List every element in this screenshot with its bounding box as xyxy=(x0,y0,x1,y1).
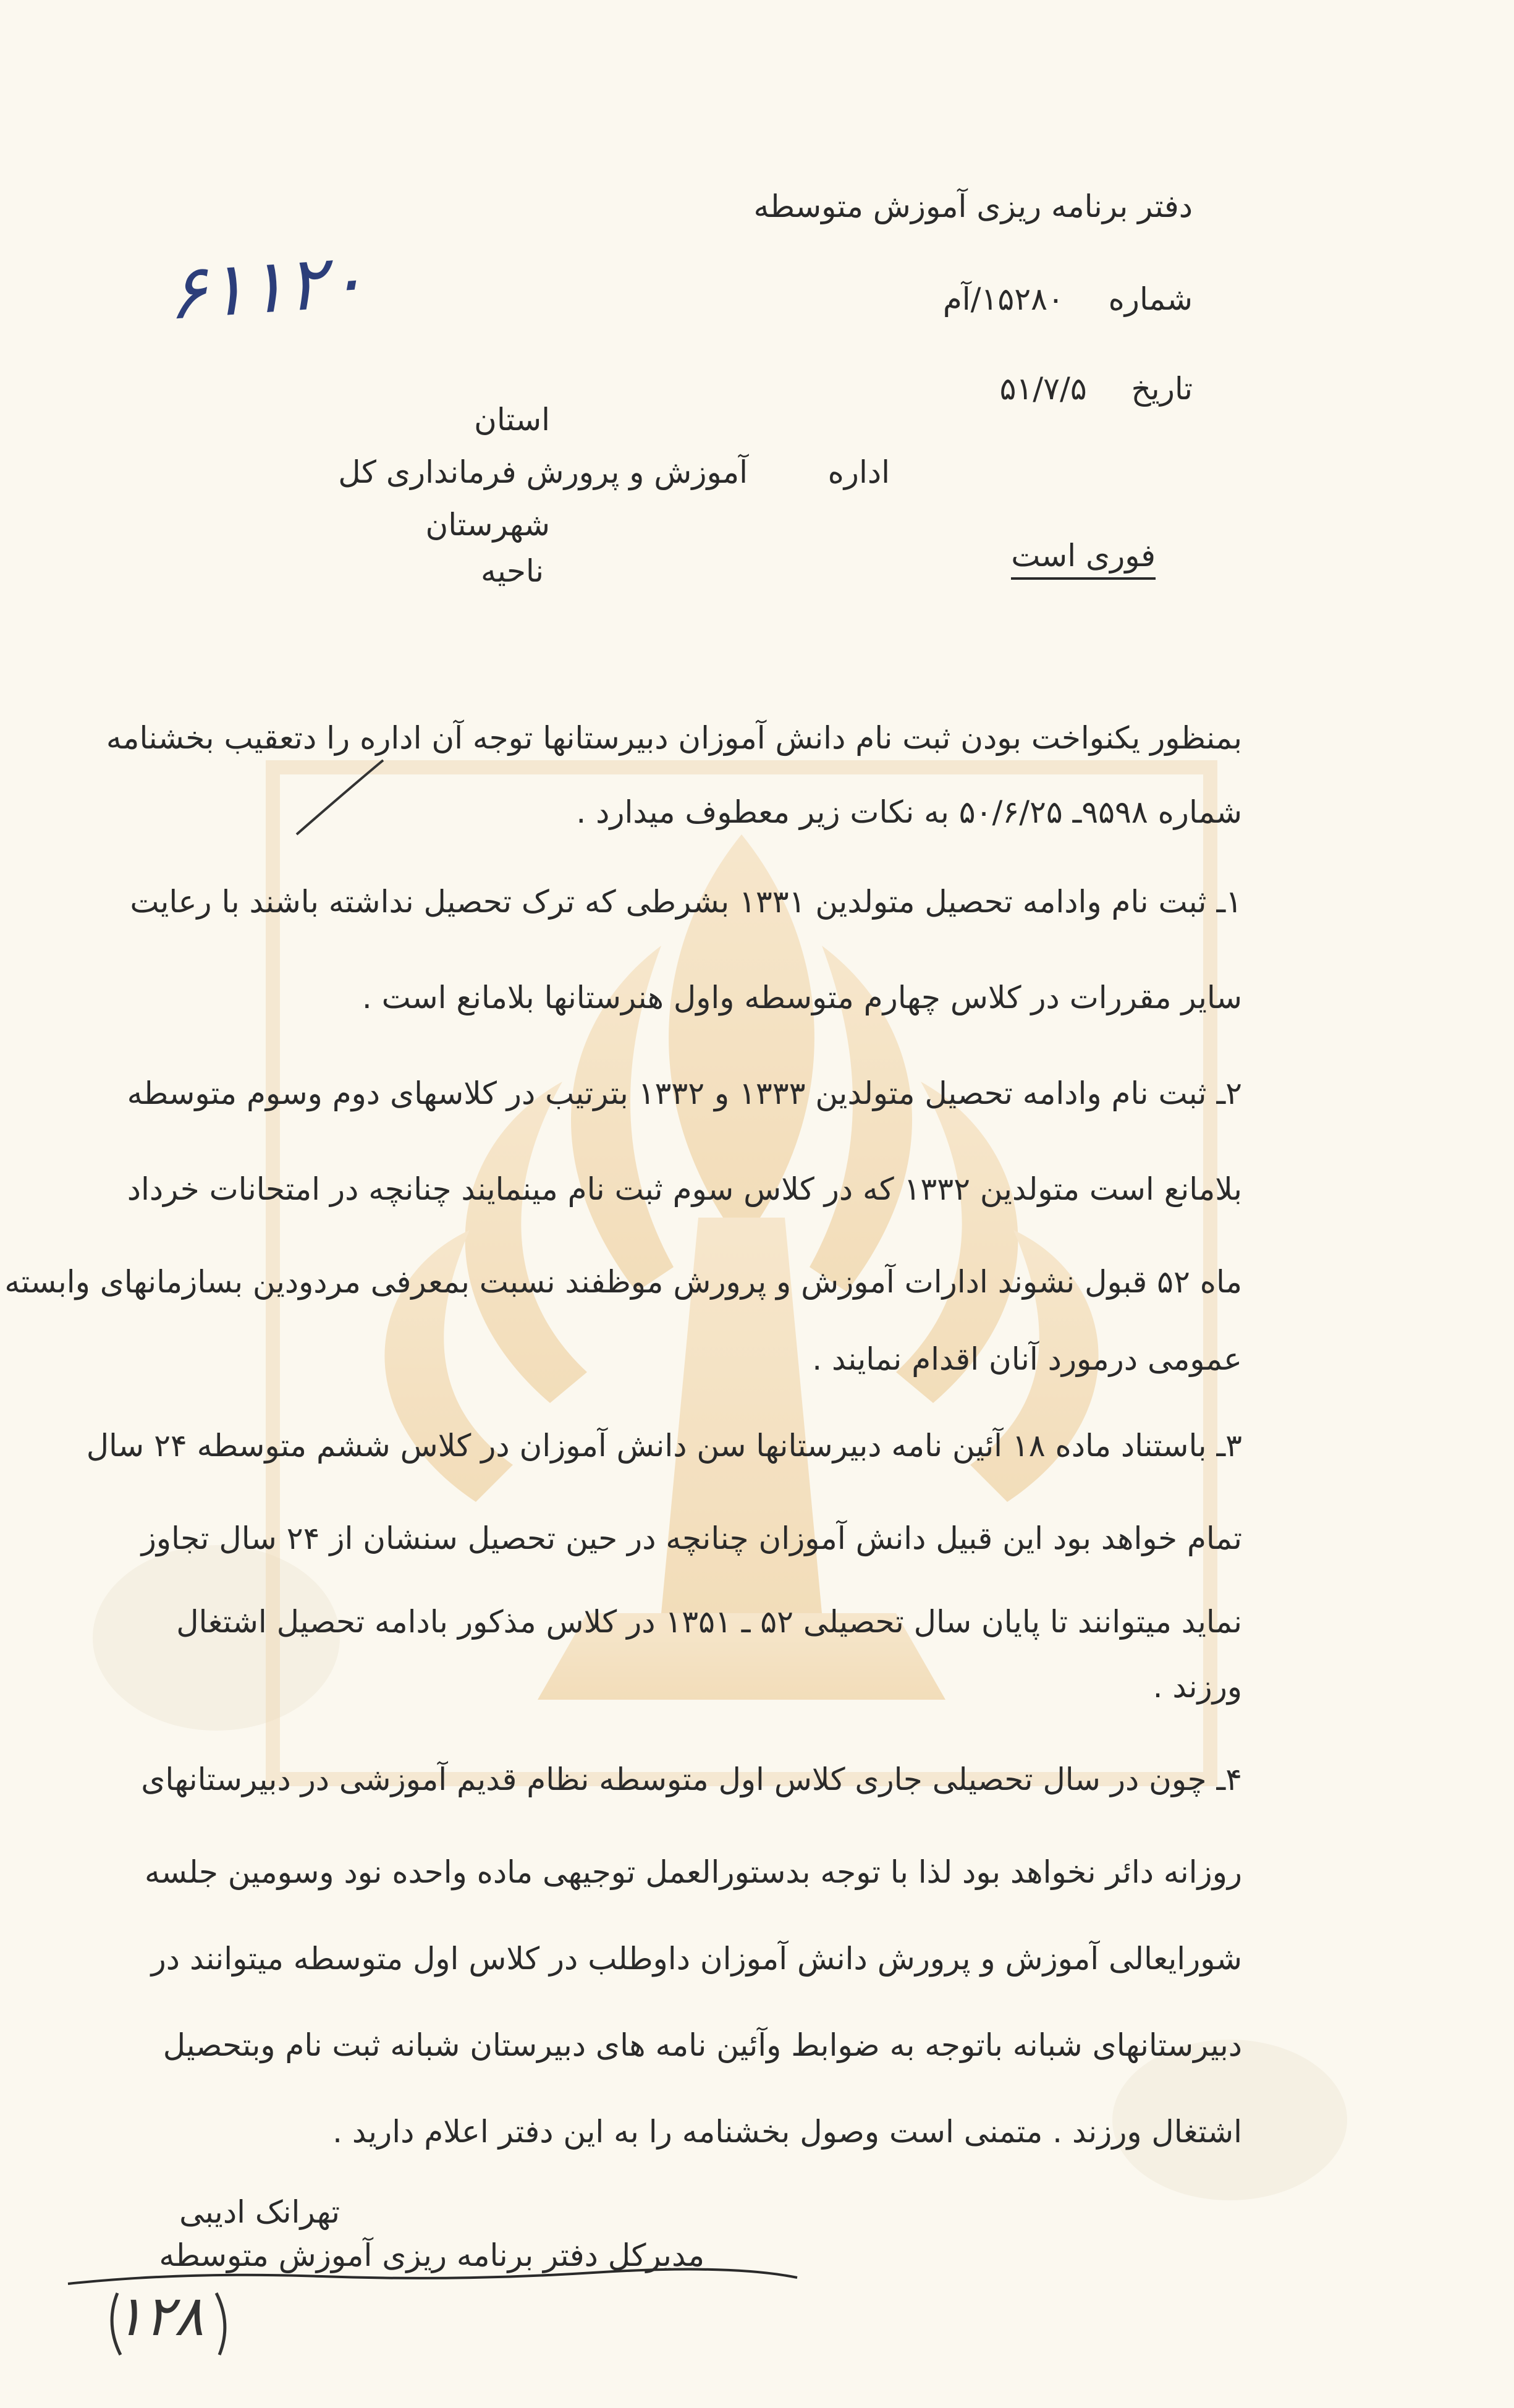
footer-handwritten-mark: ۱۲۸ xyxy=(114,2284,205,2349)
body-line: بمنظور یکنواخت بودن ثبت نام دانش آموزان دبیرستانها توجه آن اداره را دتعقیب بخشنامه xyxy=(106,720,1242,756)
body-line: ورزند . xyxy=(1152,1669,1242,1705)
pen-stroke-icon xyxy=(290,754,389,841)
body-line: ۲ـ ثبت نام وادامه تحصیل متولدین ۱۳۳۳ و ۱۳۳۲ بترتیب در کلاسهای دوم وسوم متوسطه xyxy=(127,1075,1242,1111)
body-line: شورایعالی آموزش و پرورش دانش آموزان داوطلب در کلاس اول متوسطه میتوانند در xyxy=(151,1941,1242,1977)
recipient-body: آموزش و پرورش فرمانداری کل xyxy=(338,454,748,490)
body-line: تمام خواهد بود این قبیل دانش آموزان چنانچه در حین تحصیل سنشان از ۲۴ سال تجاوز xyxy=(141,1520,1242,1556)
urgent-mark: فوری است xyxy=(1011,538,1156,580)
body-line: نماید میتوانند تا پایان سال تحصیلی ۵۲ ـ ۱۳۵۱ در کلاس مذکور بادامه تحصیل اشتغال xyxy=(176,1604,1242,1640)
letter-date xyxy=(1000,371,1193,407)
body-line: سایر مقررات در کلاس چهارم متوسطه واول هنرستانها بلامانع است . xyxy=(362,980,1242,1015)
recipient-edare: اداره xyxy=(827,454,890,490)
number-value: ۱۵۲۸۰/آم xyxy=(942,281,1064,317)
handwritten-reference: ۶۱۱۲۰ xyxy=(164,237,369,337)
body-line: ۴ـ چون در سال تحصیلی جاری کلاس اول متوسطه نظام قدیم آموزشی در دبیرستانهای xyxy=(141,1761,1242,1797)
body-line: شماره ۹۵۹۸ـ ۵۰/۶/۲۵ به نکات زیر معطوف میدارد . xyxy=(576,794,1242,830)
body-line: روزانه دائر نخواهد بود لذا با توجه بدستورالعمل توجیهی ماده واحده نود وسومین جلسه xyxy=(144,1854,1242,1890)
recipient-shahrestan: شهرستان xyxy=(425,507,550,543)
body-line: ۱ـ ثبت نام وادامه تحصیل متولدین ۱۳۳۱ بشرطی که ترک تحصیل نداشته باشند با رعایت xyxy=(130,884,1242,920)
date-value: ۵۱/۷/۵ xyxy=(999,371,1087,407)
body-line: بلامانع است متولدین ۱۳۳۲ که در کلاس سوم ثبت نام مینمایند چنانچه در امتحانات خرداد xyxy=(127,1171,1242,1207)
letter-number xyxy=(943,281,1193,317)
date-label: تاریخ xyxy=(1131,371,1193,407)
recipient-nahieh: ناحیه xyxy=(481,553,544,589)
footer-bracket-icon xyxy=(99,2287,241,2361)
body-line: ۳ـ باستناد ماده ۱۸ آئین نامه دبیرستانها سن دانش آموزان در کلاس ششم متوسطه ۲۴ سال xyxy=(86,1428,1242,1464)
signatory-name: تهرانک ادیبی xyxy=(179,2194,340,2230)
body-line: عمومی درمورد آنان اقدام نمایند . xyxy=(812,1341,1242,1377)
body-line: دبیرستانهای شبانه باتوجه به ضوابط وآئین نامه های دبیرستان شبانه ثبت نام وبتحصیل xyxy=(163,2027,1242,2063)
number-label: شماره xyxy=(1108,281,1193,317)
body-line: ماه ۵۲ قبول نشوند ادارات آموزش و پرورش موظفند نسبت بمعرفی مردودین بسازمانهای وابسته xyxy=(4,1264,1242,1300)
body-line: اشتغال ورزند . متمنی است وصول بخشنامه را به این دفتر اعلام دارید . xyxy=(332,2114,1242,2150)
office-heading: دفتر برنامه ریزی آموزش متوسطه xyxy=(753,189,1193,224)
recipient-ostan: استان xyxy=(474,402,550,438)
signatory-title: مدیرکل دفتر برنامه ریزی آموزش متوسطه xyxy=(159,2237,704,2273)
